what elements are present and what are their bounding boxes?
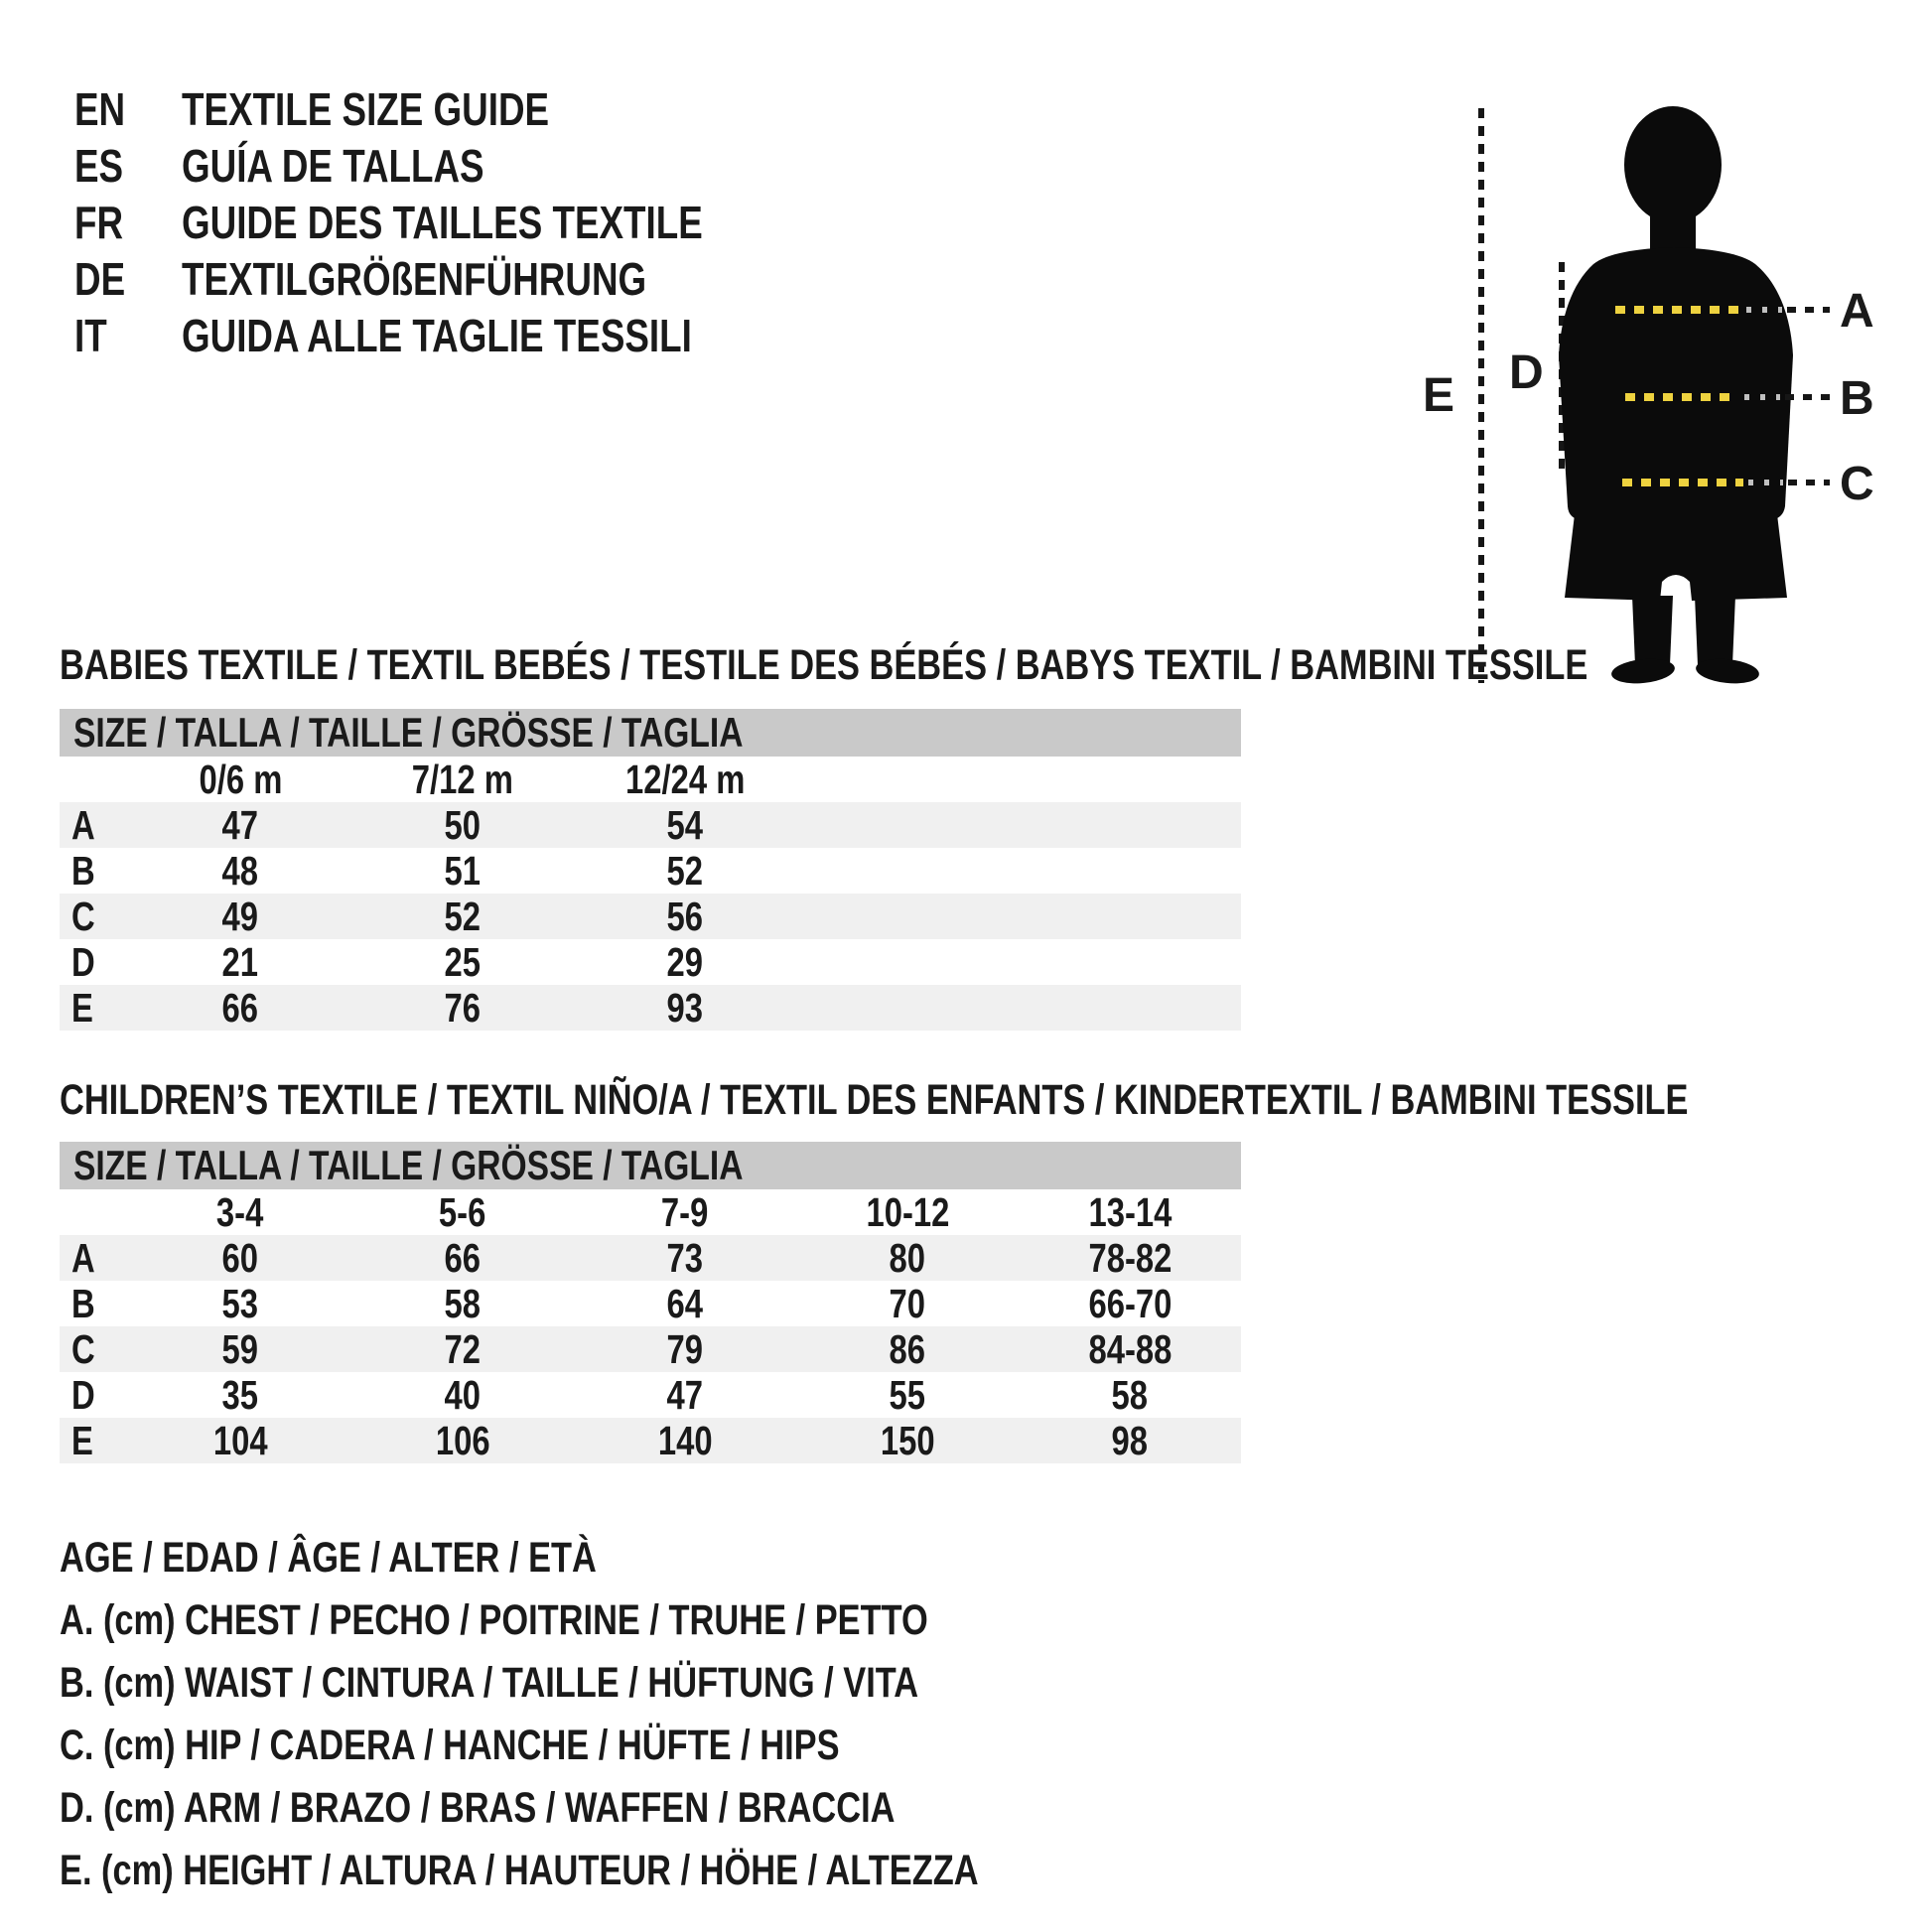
column-header: 7-9 — [661, 1189, 709, 1235]
measurement-figure-diagram — [1142, 60, 1932, 715]
title-fr: GUIDE DES TAILLES TEXTILE — [181, 197, 703, 248]
column-header: 12/24 m — [624, 757, 746, 802]
legend-chest-a: A. (cm) CHEST / PECHO / POITRINE / TRUHE / PETTO — [60, 1596, 928, 1644]
babies-column-headers — [60, 757, 1241, 802]
measurement-legend — [60, 1527, 1208, 1902]
table-row: B 48 51 52 — [71, 848, 704, 894]
table-row: A 47 50 54 — [60, 802, 1241, 848]
babies-section-heading: BABIES TEXTILE / TEXTIL BEBÉS / TESTILE DES BÉBÉS / BABYS TEXTIL / BAMBINI TESSILE — [60, 641, 1588, 689]
marker-label-c: C — [1840, 458, 1874, 510]
table-row: E 66 76 93 — [60, 985, 1241, 1031]
babies-size-table — [60, 709, 1241, 1031]
lang-code-en: EN — [74, 83, 126, 135]
column-header: 10-12 — [866, 1189, 949, 1235]
language-title-block — [74, 81, 833, 364]
title-row-en — [74, 81, 833, 138]
title-en: TEXTILE SIZE GUIDE — [181, 83, 549, 135]
table-row: B 53 58 64 70 66-70 — [71, 1281, 1172, 1326]
table-row: D 35 40 47 55 58 — [71, 1372, 1149, 1418]
babies-size-header-bar: SIZE / TALLA / TAILLE / GRÖSSE / TAGLIA — [60, 709, 1241, 757]
children-size-header-bar: SIZE / TALLA / TAILLE / GRÖSSE / TAGLIA — [60, 1142, 1241, 1189]
legend-height-e: E. (cm) HEIGHT / ALTURA / HAUTEUR / HÖHE / ALTEZZA — [60, 1847, 979, 1894]
column-header: 5-6 — [439, 1189, 486, 1235]
lang-code-fr: FR — [74, 197, 124, 248]
table-row: C 59 72 79 86 84-88 — [60, 1326, 1241, 1372]
column-header: 0/6 m — [199, 757, 282, 802]
title-de: TEXTILGRÖßENFÜHRUNG — [181, 253, 646, 305]
marker-label-b: B — [1840, 372, 1874, 425]
table-row: D 21 25 29 — [71, 939, 704, 985]
legend-arm-d: D. (cm) ARM / BRAZO / BRAS / WAFFEN / BRACCIA — [60, 1784, 896, 1832]
legend-hip-c: C. (cm) HIP / CADERA / HANCHE / HÜFTE / HIPS — [60, 1722, 840, 1769]
silhouette-torso — [1559, 248, 1793, 521]
column-header: 3-4 — [216, 1189, 264, 1235]
column-header: 7/12 m — [411, 757, 514, 802]
title-row-it — [74, 308, 833, 364]
table-row: C 49 52 56 — [60, 894, 1241, 939]
marker-label-e: E — [1423, 369, 1455, 422]
title-row-de — [74, 251, 833, 308]
child-silhouette — [1559, 106, 1793, 686]
marker-label-d: D — [1509, 346, 1544, 399]
marker-label-a: A — [1840, 285, 1874, 338]
table-row: A 60 66 73 80 78-82 — [60, 1235, 1241, 1281]
title-row-fr — [74, 195, 833, 251]
table-row: E 104 106 140 150 98 — [60, 1418, 1241, 1463]
title-it: GUIDA ALLE TAGLIE TESSILI — [181, 310, 692, 361]
title-es: GUÍA DE TALLAS — [181, 140, 484, 192]
children-size-table — [60, 1142, 1241, 1463]
silhouette-shorts — [1565, 514, 1787, 601]
lang-code-de: DE — [74, 253, 126, 305]
children-column-headers — [60, 1189, 1241, 1235]
lang-code-es: ES — [74, 140, 124, 192]
lang-code-it: IT — [74, 310, 107, 361]
title-row-es — [74, 138, 833, 195]
legend-waist-b: B. (cm) WAIST / CINTURA / TAILLE / HÜFTUNG / VITA — [60, 1659, 919, 1707]
children-section-heading: CHILDREN’S TEXTILE / TEXTIL NIÑO/A / TEXTIL DES ENFANTS / KINDERTEXTIL / BAMBINI TESSILE — [60, 1076, 1689, 1124]
legend-age: AGE / EDAD / ÂGE / ALTER / ETÀ — [60, 1534, 597, 1582]
column-header: 13-14 — [1088, 1189, 1172, 1235]
